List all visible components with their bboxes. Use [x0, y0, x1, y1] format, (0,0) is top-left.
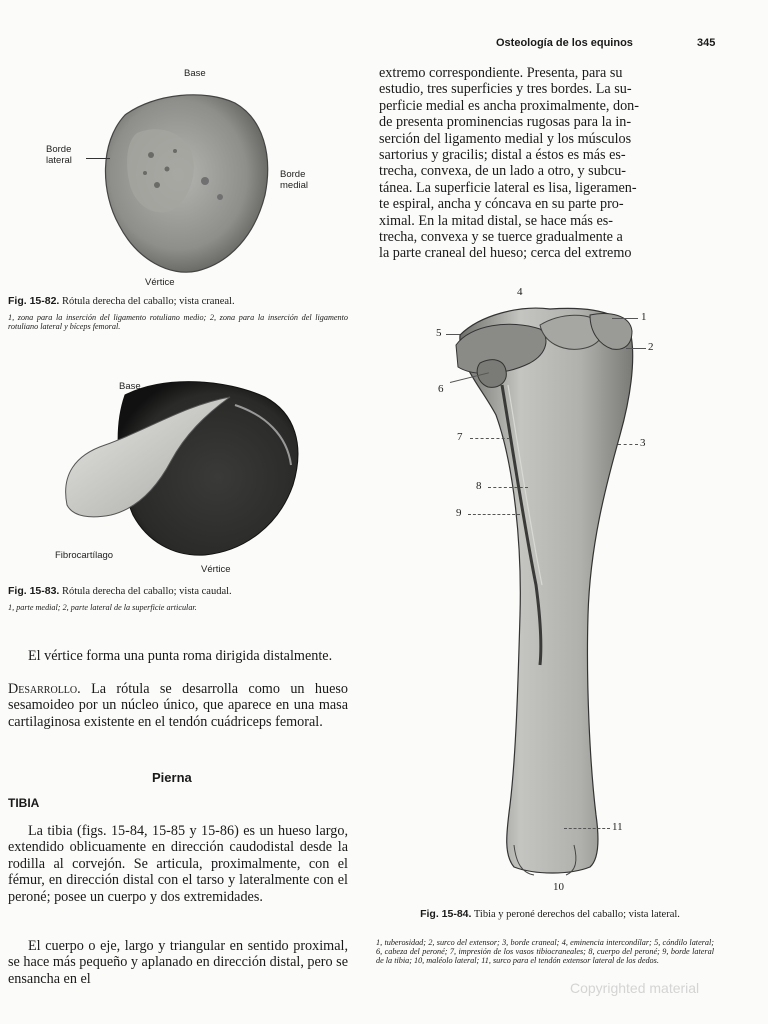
text-line: te espiral, ancha y cóncava en su parte pro- [379, 196, 624, 213]
paragraph-vertice: El vértice forma una punta roma dirigida distalmente. [28, 648, 333, 664]
figure-number: Fig. 15-84. [420, 908, 472, 920]
patella-caudal-illustration [55, 375, 310, 560]
paragraph-desarrollo [8, 681, 348, 730]
leader-line [618, 444, 638, 445]
paragraph-cuerpo: El cuerpo o eje, largo y triangular en sentido proximal, se hace más pequeño y aplanado en dirección distal, pero se ensancha en el [8, 938, 348, 987]
text-line: extremo correspondiente. Presenta, para su [379, 65, 623, 81]
leader-line [488, 487, 528, 488]
callout-number: 7 [457, 431, 463, 443]
caption-text: Tibia y peroné derechos del caballo; vista lateral. [473, 909, 680, 920]
run-in-heading: Desarrollo. [8, 681, 81, 697]
label-base: Base [184, 68, 206, 79]
text-line: ximal. En la mitad distal, se hace más es- [379, 212, 614, 229]
leader-line [86, 158, 110, 159]
callout-number: 1 [641, 311, 647, 323]
callout-number: 9 [456, 507, 462, 519]
leader-line [612, 318, 638, 319]
callout-number: 10 [553, 881, 564, 893]
leader-line [470, 438, 510, 439]
caption-text: Rótula derecha del caballo; vista caudal. [61, 586, 232, 597]
caption-text: Rótula derecha del caballo; vista craneal. [61, 296, 235, 307]
section-heading: Pierna [152, 770, 192, 785]
leader-line [468, 514, 520, 515]
leader-line [626, 348, 646, 349]
text-line: trecha, convexa y se tuerce gradualmente a [379, 229, 623, 246]
label-fibrocartilago: Fibrocartílago [55, 550, 114, 561]
text-line: serción del ligamento medial y los músculos [379, 130, 632, 147]
figure-caption [380, 908, 720, 921]
label-vertice: Vértice [145, 277, 175, 288]
label-base: Base [119, 381, 141, 392]
label-borde-medial: Borde medial [280, 169, 308, 191]
text-line: perficie medial es ancha proximalmente, don- [379, 97, 639, 114]
text-line: sartorius y gracilis; distal a éstos es más es- [379, 147, 626, 164]
paragraph-text: La rótula se desarrolla como un hueso sesamoideo por un núcleo único, que aparece en una masa cartilaginosa existente en el tendón cuádriceps femoral. [8, 681, 348, 730]
callout-number: 11 [612, 821, 623, 833]
figure-caption [8, 585, 350, 598]
paragraph-tibia: La tibia (figs. 15-84, 15-85 y 15-86) es un hueso largo, extendido oblicuamente en dirección caudodistal desde la rodilla al corvejón. Se articula, proximalmente, con el fémur, en dirección distal con el tarso y lateralmente con el peroné; posee un cuerpo y dos extremidades. [8, 823, 348, 905]
figure-number: Fig. 15-83. [8, 585, 60, 597]
callout-number: 4 [517, 286, 523, 298]
text-line: estudio, tres superficies y tres bordes. La su- [379, 81, 632, 98]
text-line: la parte craneal del hueso; cerca del extremo [379, 245, 632, 262]
callout-number: 6 [438, 383, 444, 395]
text-line: de presenta prominencias rugosas para la in- [379, 114, 632, 131]
leader-line [564, 828, 610, 829]
right-column-paragraph [379, 65, 719, 262]
copyright-watermark: Copyrighted material [570, 980, 700, 996]
text-line: tánea. La superficie lateral es lisa, ligeramen- [379, 179, 637, 196]
callout-number: 5 [436, 327, 442, 339]
figure-legend: 1, parte medial; 2, parte lateral de la superficie articular. [8, 603, 197, 612]
figure-number: Fig. 15-82. [8, 295, 60, 307]
subsection-heading: TIBIA [8, 796, 40, 810]
patella-cranial-illustration [85, 85, 285, 280]
text-line: trecha, convexa, de un lado a otro, y subcu- [379, 163, 627, 180]
callout-number: 8 [476, 480, 482, 492]
callout-number: 2 [648, 341, 654, 353]
figure-legend: 1, tuberosidad; 2, surco del extensor; 3, borde craneal; 4, eminencia intercondílar; 5, cóndilo lateral; 6, cabeza del peroné; 7, impresión de los vasos tibiocraneales; 8, cuerpo del peroné; 9, borde lateral de la tibia; 10, maléolo lateral; 11, surco para el tendón extensor lateral de los dedos. [376, 938, 714, 966]
callout-number: 3 [640, 437, 646, 449]
leader-line [446, 334, 460, 335]
page-number: 345 [697, 37, 716, 49]
label-vertice: Vértice [201, 564, 231, 575]
running-header-title: Osteología de los equinos [496, 37, 633, 49]
figure-legend: 1, zona para la inserción del ligamento rotuliano medio; 2, zona para la inserción del ligamento rotuliano lateral y bíceps femoral. [8, 313, 348, 332]
label-borde-lateral: Borde lateral [46, 144, 72, 166]
figure-caption [8, 295, 350, 308]
